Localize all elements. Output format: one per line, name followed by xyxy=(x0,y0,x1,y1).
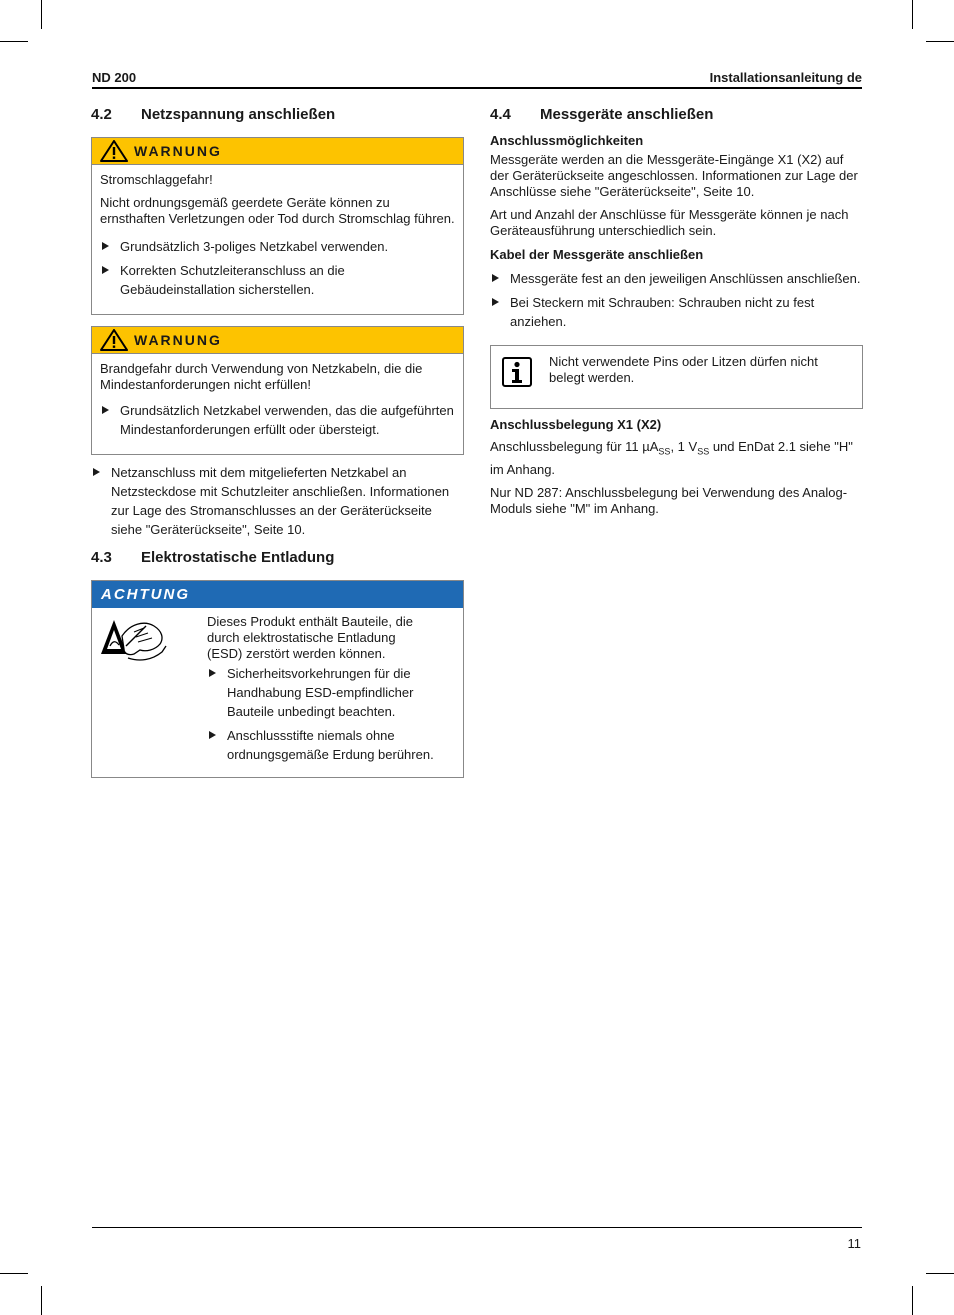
section-heading-4-4 xyxy=(490,106,863,123)
paragraph-part: und EnDat 2.1 siehe "H" im Anhang. xyxy=(490,439,853,477)
warning-box-fire xyxy=(91,326,464,455)
right-column xyxy=(490,106,863,517)
list-item: Bei Steckern mit Schrauben: Schrauben nicht zu fest anziehen. xyxy=(490,293,863,331)
section-title: Netzspannung anschließen xyxy=(141,106,336,123)
crop-mark xyxy=(926,41,954,42)
subsection-heading: Kabel der Messgeräte anschließen xyxy=(490,247,704,262)
list-item: Grundsätzlich 3-poliges Netzkabel verwenden. xyxy=(100,237,455,256)
info-note-box xyxy=(490,345,863,409)
section-number: 4.3 xyxy=(91,549,112,566)
warning-bullet-list xyxy=(100,237,455,299)
list-item: Korrekten Schutzleiteranschluss an die Gebäudeinstallation sicherstellen. xyxy=(100,261,455,299)
list-item: Anschlussstifte niemals ohne ordnungsgemäße Erdung berühren. xyxy=(207,726,455,764)
warning-header xyxy=(92,138,463,165)
header-rule xyxy=(92,87,862,89)
warning-bullet-list xyxy=(100,401,455,439)
caution-label: ACHTUNG xyxy=(92,581,463,608)
warning-header xyxy=(92,327,463,354)
paragraph: Nur ND 287: Anschlussbelegung bei Verwendung des Analog-Moduls siehe "M" im Anhang. xyxy=(490,484,848,516)
crop-mark xyxy=(41,0,42,29)
subscript: SS xyxy=(658,446,671,457)
warning-text: Nicht ordnungsgemäß geerdete Geräte können zu ernsthaften Verletzungen oder Tod durch Stromschlag führen. xyxy=(100,195,455,226)
caution-body xyxy=(92,608,463,777)
warning-triangle-icon xyxy=(100,329,128,351)
list-item: Netzanschluss mit dem mitgelieferten Netzkabel an Netzsteckdose mit Schutzleiter anschließen. Informationen zur Lage des Stromanschlusses an der Geräterückseite siehe "Geräterückseite", Seite 10. xyxy=(91,463,464,539)
warning-body xyxy=(92,165,463,314)
section-title: Messgeräte anschließen xyxy=(540,106,714,123)
instruction-list xyxy=(490,269,863,331)
subscript: SS xyxy=(697,446,710,457)
caution-text-block xyxy=(207,614,455,769)
page-number: 11 xyxy=(847,1236,861,1251)
paragraph-part: Anschlussbelegung für 11 µA xyxy=(490,439,659,454)
section-number: 4.2 xyxy=(91,106,112,123)
warning-label: WARNUNG xyxy=(134,332,222,348)
subsection-heading: Anschlussbelegung X1 (X2) xyxy=(490,417,662,432)
caution-box-esd xyxy=(91,580,464,778)
section-number: 4.4 xyxy=(490,106,511,123)
crop-mark xyxy=(912,1286,913,1315)
left-column xyxy=(91,106,464,778)
esd-icon xyxy=(100,614,207,769)
info-note-text: Nicht verwendete Pins oder Litzen dürfen nicht belegt werden. xyxy=(549,354,818,385)
document-type: Installationsanleitung de xyxy=(709,70,862,85)
subsection-heading: Anschlussmöglichkeiten xyxy=(490,133,644,148)
document-name: ND 200 xyxy=(92,70,137,85)
list-item: Sicherheitsvorkehrungen für die Handhabung ESD-empfindlicher Bauteile unbedingt beachten. xyxy=(207,664,455,721)
section-heading-4-2 xyxy=(91,106,464,123)
list-item: Messgeräte fest an den jeweiligen Anschlüssen anschließen. xyxy=(490,269,863,288)
warning-text: Stromschlaggefahr! xyxy=(100,172,213,187)
info-note-text-block xyxy=(543,346,862,408)
warning-box-electric-shock xyxy=(91,137,464,315)
crop-mark xyxy=(912,0,913,29)
paragraph: Messgeräte werden an die Messgeräte-Eingänge X1 (X2) auf der Geräterückseite angeschlossen. Informationen zur Lage der Anschlüsse siehe "Geräterückseite", Seite 10. xyxy=(490,152,858,199)
crop-mark xyxy=(0,1273,28,1274)
crop-mark xyxy=(926,1273,954,1274)
instruction-list xyxy=(91,463,464,539)
list-item: Grundsätzlich Netzkabel verwenden, das die aufgeführten Mindestanforderungen erfüllt oder übersteigt. xyxy=(100,401,455,439)
section-title: Elektrostatische Entladung xyxy=(141,549,335,566)
paragraph xyxy=(490,438,863,479)
warning-text: Brandgefahr durch Verwendung von Netzkabeln, die die Mindestanforderungen nicht erfüllen! xyxy=(100,361,423,392)
footer-rule xyxy=(92,1227,862,1228)
caution-text: Dieses Produkt enthält Bauteile, die durch elektrostatische Entladung (ESD) zerstört werden können. xyxy=(207,614,413,661)
warning-label: WARNUNG xyxy=(134,143,222,159)
paragraph-part: , 1 V xyxy=(670,439,698,454)
warning-body xyxy=(92,354,463,454)
section-heading-4-3 xyxy=(91,549,464,566)
paragraph: Art und Anzahl der Anschlüsse für Messgeräte können je nach Geräteausführung unterschiedlich sein. xyxy=(490,207,849,238)
caution-bullet-list xyxy=(207,664,455,764)
warning-triangle-icon xyxy=(100,140,128,162)
crop-mark xyxy=(41,1286,42,1315)
crop-mark xyxy=(0,41,28,42)
info-icon xyxy=(502,357,532,387)
